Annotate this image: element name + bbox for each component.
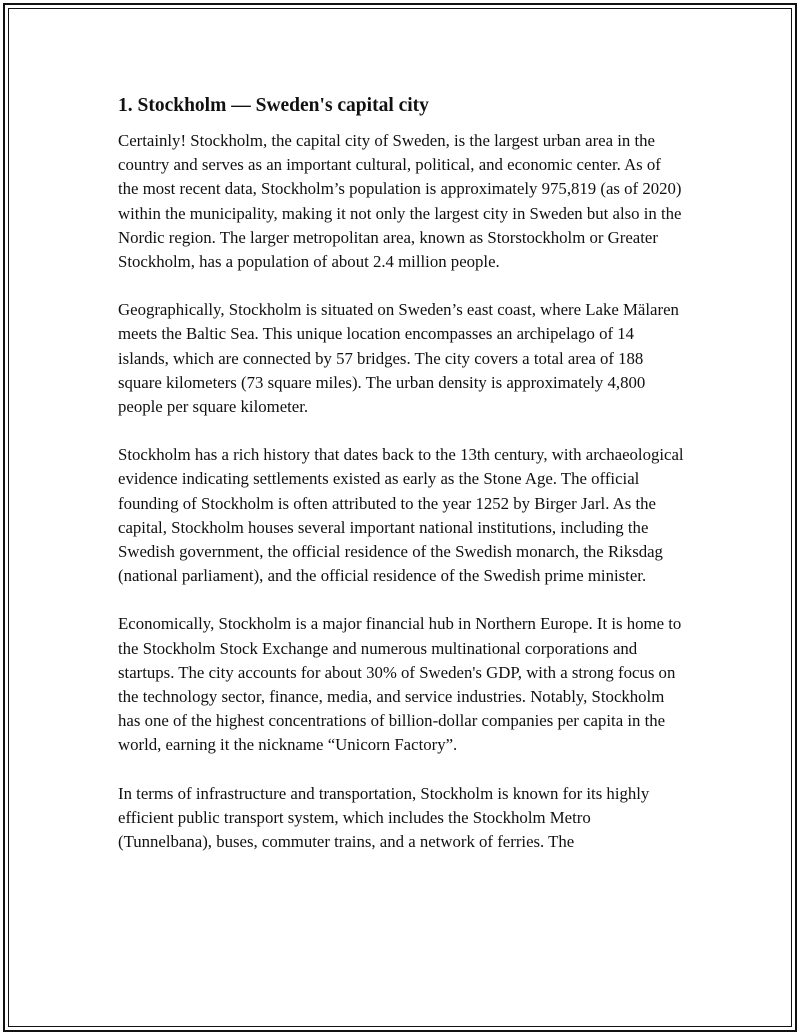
paragraph-history: Stockholm has a rich history that dates back to the 13th century, with archaeological evidence indicating settlements existed as early as the Stone Age. The official founding of Stockholm is often attributed to the year 1252 by Birger Jarl. As the capital, Stockholm houses several important national institutions, including the Swedish government, the official residence of the Swedish monarch, the Riksdag (national parliament), and the official residence of the Swedish prime minister. — [118, 445, 684, 586]
paragraph-infrastructure: In terms of infrastructure and transportation, Stockholm is known for its highly efficient public transport system, which includes the Stockholm Metro (Tunnelbana), buses, commuter trains, and a network of ferries. The — [118, 783, 650, 852]
document-body — [118, 92, 684, 942]
paragraph-population: Certainly! Stockholm, the capital city of Sweden, is the largest urban area in the country and serves as an important cultural, political, and economic center. As of the most recent data, Stockholm’s population is approximately 975,819 (as of 2020) within the municipality, making it not only the largest city in Sweden but also in the Nordic region. The larger metropolitan area, known as Storstockholm or Greater Stockholm, has a population of about 2.4 million people. — [118, 131, 682, 272]
paragraph-economy: Economically, Stockholm is a major financial hub in Northern Europe. It is home to the Stockholm Stock Exchange and numerous multinational corporations and startups. The city accounts for about 30% of Sweden's GDP, with a strong focus on the technology sector, finance, media, and service industries. Notably, Stockholm has one of the highest concentrations of billion-dollar companies per capita in the world, earning it the nickname “Unicorn Factory”. — [118, 614, 682, 755]
document-title: 1. Stockholm — Sweden's capital city — [118, 95, 429, 116]
paragraph-geography: Geographically, Stockholm is situated on Sweden’s east coast, where Lake Mälaren meets the Baltic Sea. This unique location encompasses an archipelago of 14 islands, which are connected by 57 bridges. The city covers a total area of 188 square kilometers (73 square miles). The urban density is approximately 4,800 people per square kilometer. — [118, 300, 679, 417]
